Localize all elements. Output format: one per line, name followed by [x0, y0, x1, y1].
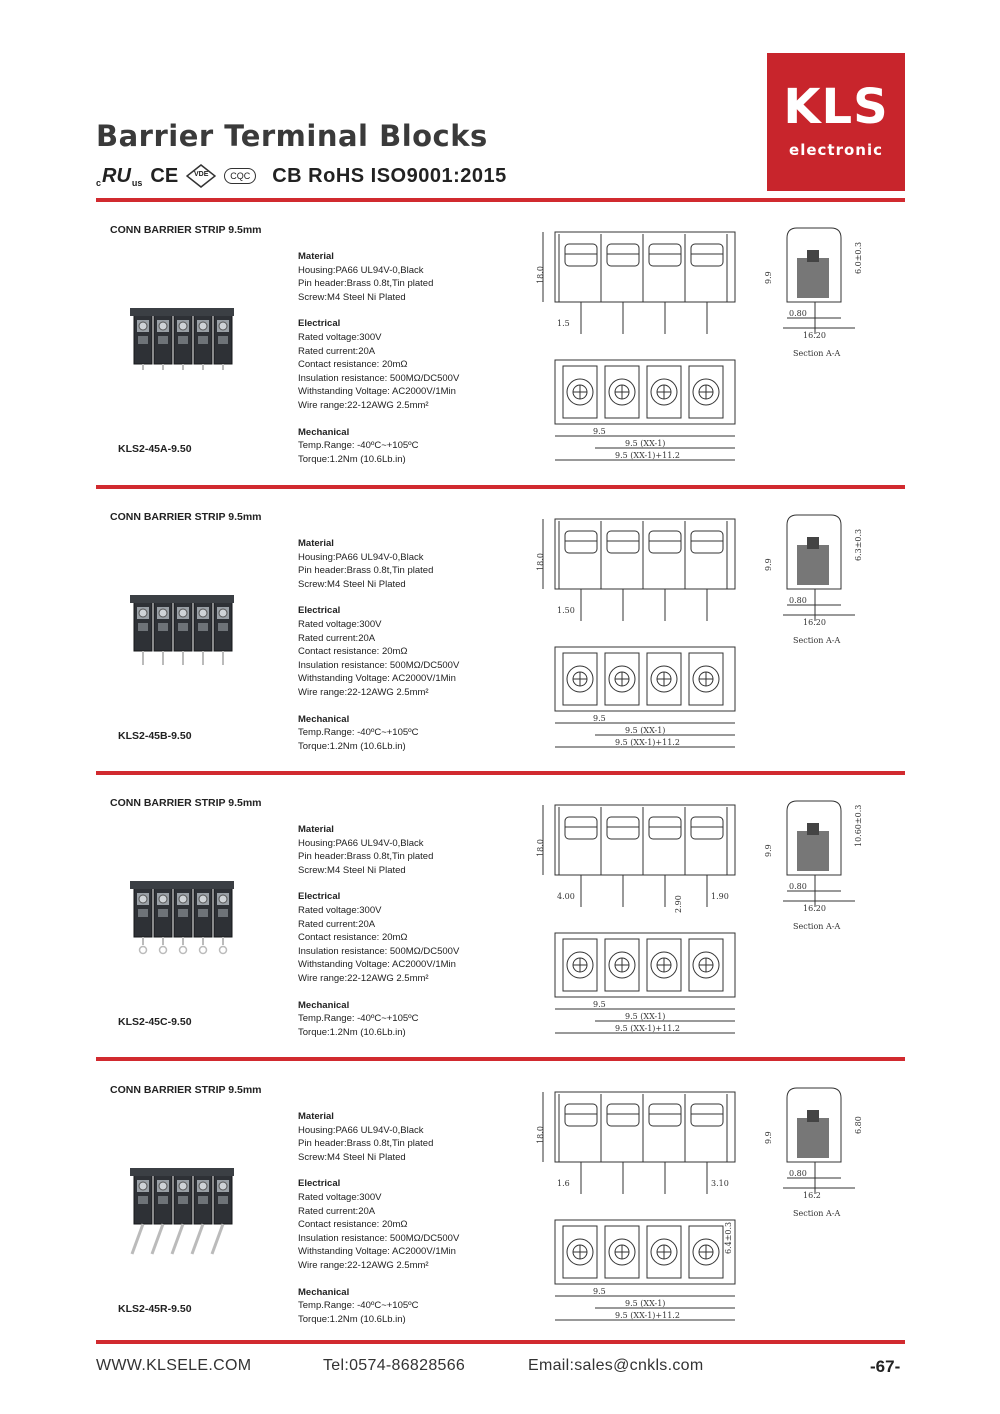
svg-text:6.3±0.3: 6.3±0.3: [854, 528, 863, 561]
svg-text:1.6: 1.6: [557, 1179, 570, 1188]
spec-line: Torque:1.2Nm (10.6Lb.in): [298, 740, 406, 752]
svg-text:0.80: 0.80: [789, 882, 807, 891]
svg-text:1.90: 1.90: [711, 892, 729, 901]
svg-text:9.5 (XX-1)+11.2: 9.5 (XX-1)+11.2: [615, 1024, 680, 1033]
spec-line: Wire range:22-12AWG 2.5mm²: [298, 399, 429, 411]
spec-line: Torque:1.2Nm (10.6Lb.in): [298, 1313, 406, 1325]
spec-title: Material: [298, 538, 334, 549]
svg-text:6.80: 6.80: [854, 1116, 863, 1134]
svg-text:9.5 (XX-1)+11.2: 9.5 (XX-1)+11.2: [615, 738, 680, 747]
svg-text:18.0: 18.0: [536, 266, 545, 284]
part-number: KLS2-45A-9.50: [118, 443, 192, 455]
svg-text:9.9: 9.9: [764, 844, 773, 857]
top-view: [555, 1220, 735, 1320]
vde-mark-icon: VDE: [186, 164, 216, 188]
divider: [96, 198, 905, 202]
svg-text:Section A-A: Section A-A: [793, 922, 841, 931]
product-specs: [298, 823, 518, 1052]
spec-line: Rated current:20A: [298, 1205, 376, 1217]
spec-line: Wire range:22-12AWG 2.5mm²: [298, 972, 429, 984]
svg-text:Section A-A: Section A-A: [793, 636, 841, 645]
spec-line: Housing:PA66 UL94V-0,Black: [298, 1124, 424, 1136]
spec-title: Electrical: [298, 318, 341, 330]
logo-text: KLS: [783, 79, 889, 135]
spec-line: Contact resistance: 20mΩ: [298, 646, 408, 658]
page-number: -67-: [870, 1357, 901, 1376]
svg-text:9.5: 9.5: [593, 714, 606, 723]
technical-drawing: [535, 511, 880, 761]
svg-text:16.20: 16.20: [803, 904, 826, 913]
spec-line: Temp.Range: -40ºC~+105ºC: [298, 1300, 419, 1312]
cqc-mark-icon: CQC: [224, 168, 256, 184]
spec-title: Electrical: [298, 605, 341, 617]
section-view: [764, 228, 863, 358]
spec-line: Contact resistance: 20mΩ: [298, 359, 408, 371]
front-view: [536, 519, 735, 621]
mechanical-specs: [298, 1286, 518, 1327]
svg-text:10.60±0.3: 10.60±0.3: [854, 804, 863, 847]
product-section: [0, 797, 1000, 1084]
spec-line: Temp.Range: -40ºC~+105ºC: [298, 1013, 419, 1025]
spec-line: Housing:PA66 UL94V-0,Black: [298, 551, 424, 563]
product-photo: [120, 302, 250, 412]
svg-text:0.80: 0.80: [789, 309, 807, 318]
certification-text: CB RoHS ISO9001:2015: [272, 164, 507, 187]
footer-email[interactable]: Email:sales@cnkls.com: [528, 1357, 704, 1374]
product-specs: [298, 1110, 518, 1339]
svg-text:9.9: 9.9: [764, 1131, 773, 1144]
spec-line: Rated current:20A: [298, 345, 376, 357]
kls-logo: [767, 53, 905, 191]
spec-line: Wire range:22-12AWG 2.5mm²: [298, 686, 429, 698]
product-heading: CONN BARRIER STRIP 9.5mm: [110, 224, 262, 236]
spec-title: Material: [298, 251, 334, 262]
section-view: [764, 801, 863, 931]
spec-line: Screw:M4 Steel Ni Plated: [298, 864, 406, 876]
spec-line: Screw:M4 Steel Ni Plated: [298, 1151, 406, 1163]
svg-text:16.20: 16.20: [803, 618, 826, 627]
mechanical-specs: [298, 426, 518, 467]
svg-text:9.9: 9.9: [764, 558, 773, 571]
section-view: [764, 515, 863, 645]
top-view: [555, 360, 735, 460]
svg-text:9.5 (XX-1): 9.5 (XX-1): [625, 439, 666, 448]
ul-mark-icon: c RU us: [96, 164, 143, 188]
mechanical-specs: [298, 713, 518, 754]
logo-subtext: electronic: [789, 141, 883, 159]
spec-line: Insulation resistance: 500MΩ/DC500V: [298, 1232, 460, 1244]
svg-text:16.20: 16.20: [803, 331, 826, 340]
technical-drawing: [535, 1084, 880, 1334]
material-specs: [298, 250, 518, 304]
product-heading: CONN BARRIER STRIP 9.5mm: [110, 797, 262, 809]
front-view: [536, 232, 735, 334]
top-view: [555, 933, 735, 1033]
spec-line: Rated voltage:300V: [298, 904, 382, 916]
spec-title: Mechanical: [298, 999, 350, 1011]
product-heading: CONN BARRIER STRIP 9.5mm: [110, 1084, 262, 1096]
spec-line: Pin header:Brass 0.8t,Tin plated: [298, 1138, 434, 1150]
spec-line: Rated voltage:300V: [298, 618, 382, 630]
footer-tel: Tel:0574-86828566: [323, 1357, 466, 1374]
spec-title: Electrical: [298, 1178, 341, 1190]
spec-line: Withstanding Voltage: AC2000V/1Min: [298, 673, 456, 685]
svg-text:1.50: 1.50: [557, 606, 575, 615]
spec-title: Mechanical: [298, 1286, 350, 1298]
material-specs: [298, 823, 518, 877]
svg-text:0.80: 0.80: [789, 596, 807, 605]
svg-text:6.0±0.3: 6.0±0.3: [854, 241, 863, 274]
spec-line: Wire range:22-12AWG 2.5mm²: [298, 1259, 429, 1271]
footer-website[interactable]: WWW.KLSELE.COM: [96, 1357, 252, 1374]
svg-text:9.5: 9.5: [593, 1000, 606, 1009]
technical-drawing: [535, 224, 880, 474]
svg-text:18.0: 18.0: [536, 553, 545, 571]
spec-line: Temp.Range: -40ºC~+105ºC: [298, 440, 419, 452]
electrical-specs: [298, 317, 518, 412]
section-view: [764, 1088, 863, 1218]
svg-text:18.0: 18.0: [536, 839, 545, 857]
spec-line: Rated voltage:300V: [298, 1191, 382, 1203]
spec-line: Rated current:20A: [298, 632, 376, 644]
product-section: [0, 511, 1000, 798]
product-heading: CONN BARRIER STRIP 9.5mm: [110, 511, 262, 523]
product-specs: [298, 537, 518, 766]
top-view: [555, 647, 735, 747]
svg-text:9.5: 9.5: [593, 427, 606, 436]
spec-line: Withstanding Voltage: AC2000V/1Min: [298, 386, 456, 398]
page-title: Barrier Terminal Blocks: [96, 119, 488, 153]
svg-text:Section A-A: Section A-A: [793, 1209, 841, 1218]
product-photo: [120, 1162, 250, 1272]
spec-title: Mechanical: [298, 426, 350, 438]
svg-text:0.80: 0.80: [789, 1169, 807, 1178]
svg-text:9.9: 9.9: [764, 271, 773, 284]
spec-line: Temp.Range: -40ºC~+105ºC: [298, 727, 419, 739]
part-number: KLS2-45C-9.50: [118, 1016, 192, 1028]
part-number: KLS2-45B-9.50: [118, 730, 192, 742]
spec-line: Contact resistance: 20mΩ: [298, 1219, 408, 1231]
product-photo: [120, 875, 250, 985]
product-specs: [298, 250, 518, 479]
electrical-specs: [298, 604, 518, 699]
spec-line: Screw:M4 Steel Ni Plated: [298, 291, 406, 303]
electrical-specs: [298, 1177, 518, 1272]
spec-line: Withstanding Voltage: AC2000V/1Min: [298, 1246, 456, 1258]
divider: [96, 1340, 905, 1344]
ce-mark-icon: CE: [150, 164, 179, 187]
certification-row: [96, 163, 507, 189]
spec-line: Rated current:20A: [298, 918, 376, 930]
spec-line: Insulation resistance: 500MΩ/DC500V: [298, 659, 460, 671]
svg-text:9.5 (XX-1): 9.5 (XX-1): [625, 1299, 666, 1308]
spec-line: Contact resistance: 20mΩ: [298, 932, 408, 944]
svg-text:2.90: 2.90: [674, 895, 683, 913]
svg-text:6.4±0.3: 6.4±0.3: [724, 1221, 733, 1254]
spec-line: Screw:M4 Steel Ni Plated: [298, 578, 406, 590]
electrical-specs: [298, 890, 518, 985]
spec-line: Torque:1.2Nm (10.6Lb.in): [298, 453, 406, 465]
spec-line: Housing:PA66 UL94V-0,Black: [298, 837, 424, 849]
spec-line: Withstanding Voltage: AC2000V/1Min: [298, 959, 456, 971]
spec-title: Material: [298, 1111, 334, 1122]
technical-drawing: [535, 797, 880, 1047]
svg-text:3.10: 3.10: [711, 1179, 729, 1188]
front-view: [536, 1092, 735, 1194]
svg-text:16.2: 16.2: [803, 1191, 821, 1200]
svg-text:9.5 (XX-1): 9.5 (XX-1): [625, 726, 666, 735]
svg-text:9.5 (XX-1)+11.2: 9.5 (XX-1)+11.2: [615, 1311, 680, 1320]
material-specs: [298, 537, 518, 591]
spec-line: Insulation resistance: 500MΩ/DC500V: [298, 945, 460, 957]
svg-text:Section A-A: Section A-A: [793, 349, 841, 358]
spec-title: Material: [298, 824, 334, 835]
svg-text:18.0: 18.0: [536, 1126, 545, 1144]
svg-text:9.5: 9.5: [593, 1287, 606, 1296]
svg-text:4.00: 4.00: [557, 892, 575, 901]
svg-text:1.5: 1.5: [557, 319, 570, 328]
spec-title: Electrical: [298, 891, 341, 903]
spec-line: Pin header:Brass 0.8t,Tin plated: [298, 565, 434, 577]
spec-line: Housing:PA66 UL94V-0,Black: [298, 264, 424, 276]
spec-title: Mechanical: [298, 713, 350, 725]
spec-line: Rated voltage:300V: [298, 331, 382, 343]
spec-line: Torque:1.2Nm (10.6Lb.in): [298, 1026, 406, 1038]
mechanical-specs: [298, 999, 518, 1040]
spec-line: Insulation resistance: 500MΩ/DC500V: [298, 372, 460, 384]
spec-line: Pin header:Brass 0.8t,Tin plated: [298, 851, 434, 863]
front-view: [536, 805, 735, 913]
part-number: KLS2-45R-9.50: [118, 1303, 192, 1315]
spec-line: Pin header:Brass 0.8t,Tin plated: [298, 278, 434, 290]
svg-text:9.5 (XX-1): 9.5 (XX-1): [625, 1012, 666, 1021]
product-photo: [120, 589, 250, 699]
product-section: [0, 1084, 1000, 1371]
svg-text:9.5 (XX-1)+11.2: 9.5 (XX-1)+11.2: [615, 451, 680, 460]
product-section: [0, 224, 1000, 511]
material-specs: [298, 1110, 518, 1164]
